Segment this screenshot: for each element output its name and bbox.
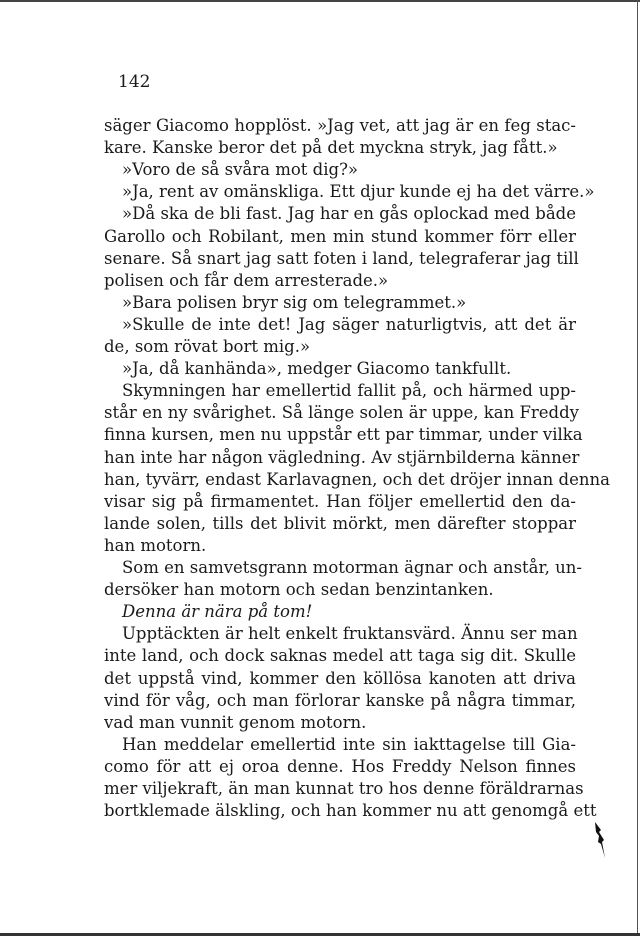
page-top-edge bbox=[0, 0, 640, 2]
text-line: finna kursen, men nu uppstår ett par timmar, under vilka bbox=[104, 425, 583, 445]
text-line: Han meddelar emellertid inte sin iakttagelse till Gia- bbox=[122, 734, 576, 754]
text-line: »Skulle de inte det! Jag säger naturligtvis, att det är bbox=[122, 314, 576, 334]
text-line: det uppstå vind, kommer den köllösa kanoten att driva bbox=[104, 668, 576, 688]
text-line: Skymningen har emellertid fallit på, och härmed upp- bbox=[122, 381, 576, 401]
text-line: »Bara polisen bryr sig om telegrammet.» bbox=[122, 292, 467, 312]
text-line: mer viljekraft, än man kunnat tro hos denne föräldrarnas bbox=[104, 779, 584, 798]
text-line: dersöker han motorn och sedan benzintanken. bbox=[104, 580, 494, 600]
text-line: vad man vunnit genom motorn. bbox=[104, 712, 367, 732]
text-line: vind för våg, och man förlorar kanske på några timmar, bbox=[104, 690, 576, 710]
text-line: senare. Så snart jag satt foten i land, telegraferar jag till bbox=[104, 248, 579, 268]
text-line: de, som rövat bort mig.» bbox=[104, 337, 311, 356]
text-line: Som en samvetsgrann motorman ägnar och anstår, un- bbox=[122, 558, 582, 577]
text-line: »Då ska de bli fast. Jag har en gås oplockad med både bbox=[122, 204, 576, 224]
text-line: lande solen, tills det blivit mörkt, men därefter stoppar bbox=[104, 513, 576, 533]
text-line: polisen och får dem arresterade.» bbox=[104, 270, 389, 290]
text-line: »Voro de så svåra mot dig?» bbox=[122, 160, 359, 180]
text-line: han motorn. bbox=[104, 535, 207, 555]
page-right-edge bbox=[637, 0, 638, 936]
text-line: visar sig på firmamentet. Han följer emellertid den da- bbox=[104, 491, 576, 511]
ink-mark-icon bbox=[593, 820, 607, 860]
text-line: står en ny svårighet. Så länge solen är uppe, kan Freddy bbox=[104, 403, 580, 423]
text-line: Garollo och Robilant, men min stund kommer förr eller bbox=[104, 226, 576, 246]
text-line: han inte har någon vägledning. Av stjärnbilderna känner bbox=[104, 447, 580, 467]
text-line: »Ja, rent av omänskliga. Ett djur kunde ej ha det värre.» bbox=[122, 182, 595, 202]
text-line: Denna är nära på tom! bbox=[122, 602, 313, 622]
text-line: Upptäckten är helt enkelt fruktansvärd. Ännu ser man bbox=[122, 624, 578, 644]
text-line: säger Giacomo hopplöst. »Jag vet, att jag är en feg stac- bbox=[104, 116, 576, 135]
page-number: 142 bbox=[118, 72, 151, 92]
text-line: inte land, och dock saknas medel att taga sig dit. Skulle bbox=[104, 646, 576, 666]
text-line: »Ja, då kanhända», medger Giacomo tankfullt. bbox=[122, 359, 512, 379]
text-line: han, tyvärr, endast Karlavagnen, och det dröjer innan denna bbox=[104, 469, 610, 489]
text-line: bortklemade älskling, och han kommer nu att genomgå ett bbox=[104, 801, 597, 821]
text-line: kare. Kanske beror det på det myckna stryk, jag fått.» bbox=[104, 138, 558, 158]
text-line: como för att ej oroa denne. Hos Freddy Nelson finnes bbox=[104, 756, 576, 776]
